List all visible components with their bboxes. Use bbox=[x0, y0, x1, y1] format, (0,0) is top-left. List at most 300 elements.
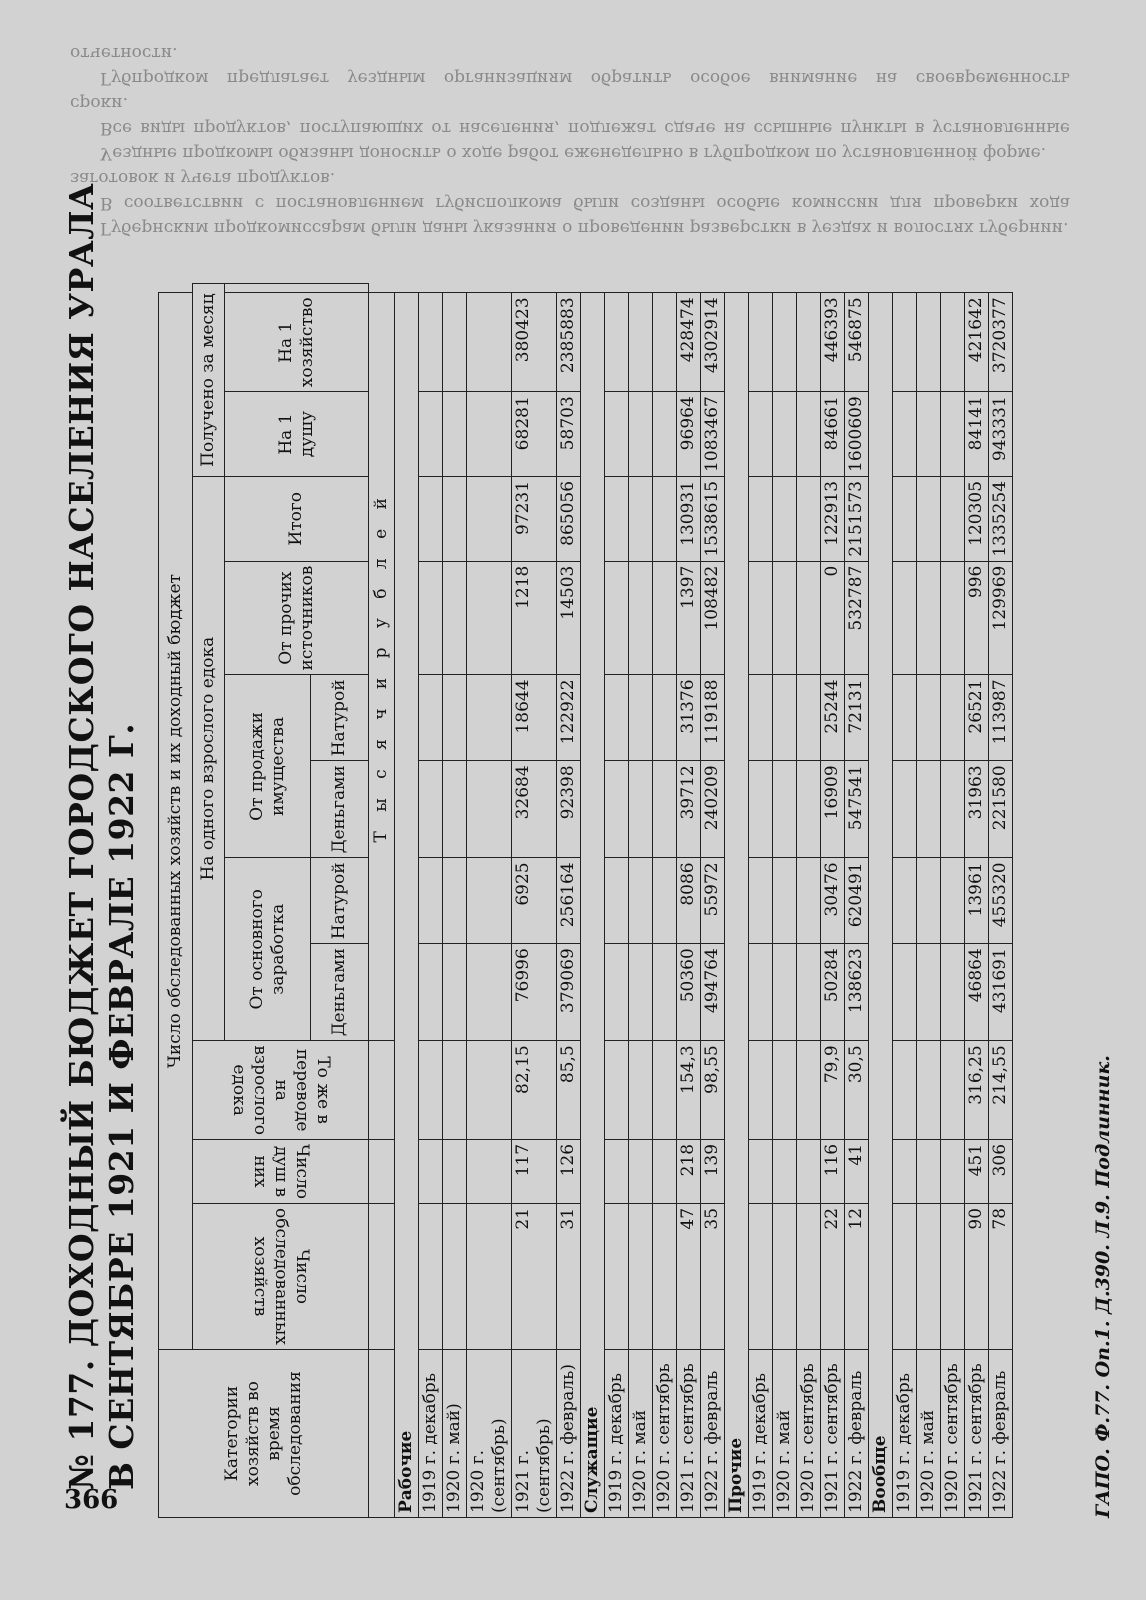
table-cell: 6925 bbox=[512, 858, 557, 944]
table-cell bbox=[653, 1041, 677, 1140]
table-cell bbox=[467, 675, 512, 761]
header-money: Деньгами bbox=[311, 761, 369, 858]
table-cell: 139 bbox=[701, 1139, 725, 1203]
table-cell bbox=[653, 858, 677, 944]
table-cell bbox=[917, 561, 941, 675]
table-row bbox=[917, 284, 941, 1518]
table-cell: 122913 bbox=[821, 476, 845, 561]
table-cell bbox=[797, 1041, 821, 1140]
table-cell bbox=[605, 1041, 629, 1140]
table-cell bbox=[605, 561, 629, 675]
table-cell bbox=[773, 561, 797, 675]
row-period: 1922 г. февраль bbox=[701, 1350, 725, 1518]
table-cell bbox=[917, 293, 941, 392]
table-cell: 117 bbox=[512, 1139, 557, 1203]
table-cell bbox=[419, 1139, 443, 1203]
table-cell: 455320 bbox=[989, 858, 1013, 944]
table-cell bbox=[893, 1041, 917, 1140]
table-cell bbox=[653, 1139, 677, 1203]
rotated-content bbox=[62, 70, 1142, 1530]
table-cell bbox=[893, 944, 917, 1041]
table-cell bbox=[419, 675, 443, 761]
header-property-sales: От продажи имущества bbox=[225, 675, 311, 858]
table-cell: 92398 bbox=[557, 761, 581, 858]
table-cell bbox=[467, 561, 512, 675]
table-row bbox=[419, 284, 443, 1518]
table-cell: 306 bbox=[989, 1139, 1013, 1203]
table-cell: 532787 bbox=[845, 561, 869, 675]
table-cell bbox=[443, 1041, 467, 1140]
table-cell bbox=[443, 392, 467, 477]
header-per-adult: То же в переводе на взрослого едока bbox=[193, 1041, 369, 1140]
table-cell bbox=[605, 476, 629, 561]
table-cell bbox=[605, 944, 629, 1041]
table-cell bbox=[797, 761, 821, 858]
row-period: 1920 г. сентябрь bbox=[797, 1350, 821, 1518]
table-group-row bbox=[395, 284, 419, 1518]
row-period: 1921 г. сентябрь bbox=[677, 1350, 701, 1518]
table-cell bbox=[773, 1041, 797, 1140]
table-cell bbox=[443, 858, 467, 944]
bleed-through-text: Губернским продкомиссарам были даны указания о проведении разверстки в уездах и волостях губернии. В соответствии с постановлением губисполкома были созданы особые комиссии для проверки хода заготовок и учета продуктов. Уездные продкомы обязаны доносить о ходе работ еженедельно в губпродком по установленной форме. Все виды продуктов, поступающих от населения, подлежат сдаче на ссыпные пункты в установленные сроки. Губпродком предлагает уездным организациям обратить особое внимание на своевременность отчетности. bbox=[70, 43, 1070, 238]
table-cell: 12 bbox=[845, 1203, 869, 1349]
row-period: 1920 г. май) bbox=[443, 1350, 467, 1518]
header-per-soul: На 1 душу bbox=[225, 392, 369, 477]
table-cell: 996 bbox=[965, 561, 989, 675]
group-name: Прочие bbox=[725, 293, 749, 1518]
table-cell bbox=[917, 858, 941, 944]
table-cell: 76996 bbox=[512, 944, 557, 1041]
table-cell bbox=[467, 1139, 512, 1203]
table-cell: 96964 bbox=[677, 392, 701, 477]
table-cell bbox=[605, 1203, 629, 1349]
table-cell bbox=[941, 561, 965, 675]
table-cell bbox=[917, 1203, 941, 1349]
table-cell: 547541 bbox=[845, 761, 869, 858]
header-group: Число обследованных хозяйств и их доходный бюджет bbox=[159, 293, 193, 1350]
table-cell bbox=[797, 561, 821, 675]
budget-table bbox=[158, 283, 1013, 1518]
header-kind: Натурой bbox=[311, 858, 369, 944]
title-line-2: В СЕНТЯБРЕ 1921 И ФЕВРАЛЕ 1922 Г. bbox=[102, 722, 141, 1490]
table-cell bbox=[941, 675, 965, 761]
table-row bbox=[989, 284, 1013, 1518]
table-cell bbox=[893, 293, 917, 392]
table-cell bbox=[653, 293, 677, 392]
row-period: 1920 г. май bbox=[773, 1350, 797, 1518]
table-row bbox=[893, 284, 917, 1518]
table-cell: 1397 bbox=[677, 561, 701, 675]
header-blank bbox=[369, 1139, 395, 1203]
table-cell bbox=[941, 1139, 965, 1203]
table-cell: 421642 bbox=[965, 293, 989, 392]
table-cell bbox=[443, 944, 467, 1041]
row-period: 1921 г. сентябрь bbox=[821, 1350, 845, 1518]
table-cell bbox=[893, 761, 917, 858]
table-cell bbox=[893, 858, 917, 944]
table-cell: 8086 bbox=[677, 858, 701, 944]
table-cell bbox=[605, 675, 629, 761]
table-cell bbox=[629, 858, 653, 944]
table-cell: 546875 bbox=[845, 293, 869, 392]
table-cell bbox=[773, 675, 797, 761]
table-cell bbox=[893, 476, 917, 561]
table-cell bbox=[749, 858, 773, 944]
table-cell bbox=[419, 392, 443, 477]
group-name: Рабочие bbox=[395, 293, 419, 1518]
table-cell bbox=[419, 944, 443, 1041]
table-cell: 32684 bbox=[512, 761, 557, 858]
table-cell: 58703 bbox=[557, 392, 581, 477]
header-category: Категории хозяйств во время обследования bbox=[159, 1350, 369, 1518]
table-cell bbox=[749, 476, 773, 561]
table-cell bbox=[797, 675, 821, 761]
table-cell: 129969 bbox=[989, 561, 1013, 675]
table-cell: 3720377 bbox=[989, 293, 1013, 392]
table-row bbox=[653, 284, 677, 1518]
table-cell: 214,55 bbox=[989, 1041, 1013, 1140]
table-cell bbox=[749, 293, 773, 392]
table-cell bbox=[467, 1203, 512, 1349]
table-cell: 46864 bbox=[965, 944, 989, 1041]
row-period: 1920 г. май bbox=[629, 1350, 653, 1518]
table-cell: 446393 bbox=[821, 293, 845, 392]
table-cell: 98,55 bbox=[701, 1041, 725, 1140]
table-cell bbox=[653, 944, 677, 1041]
table-cell bbox=[797, 1203, 821, 1349]
row-period: 1922 г. февраль bbox=[989, 1350, 1013, 1518]
table-cell bbox=[605, 293, 629, 392]
table-cell bbox=[773, 944, 797, 1041]
table-cell: 0 bbox=[821, 561, 845, 675]
table-cell bbox=[629, 761, 653, 858]
table-cell bbox=[941, 392, 965, 477]
table-cell bbox=[917, 761, 941, 858]
row-period: 1919 г. декабрь bbox=[605, 1350, 629, 1518]
table-cell bbox=[629, 293, 653, 392]
table-cell bbox=[773, 1203, 797, 1349]
table-cell bbox=[653, 1203, 677, 1349]
table-cell: 218 bbox=[677, 1139, 701, 1203]
table-cell bbox=[797, 1139, 821, 1203]
table-cell: 113987 bbox=[989, 675, 1013, 761]
table-cell bbox=[443, 1203, 467, 1349]
table-cell: 72131 bbox=[845, 675, 869, 761]
table-cell: 18644 bbox=[512, 675, 557, 761]
header-received: Получено за месяц bbox=[193, 284, 225, 477]
header-per-eater: На одного взрослого едока bbox=[193, 476, 225, 1040]
table-cell bbox=[941, 761, 965, 858]
table-cell bbox=[797, 944, 821, 1041]
page-number: 366 bbox=[64, 1485, 119, 1515]
table-cell: 30,5 bbox=[845, 1041, 869, 1140]
header-blank bbox=[369, 1203, 395, 1349]
table-cell: 84661 bbox=[821, 392, 845, 477]
table-cell bbox=[749, 392, 773, 477]
table-cell bbox=[917, 1041, 941, 1140]
table-cell: 221580 bbox=[989, 761, 1013, 858]
table-cell: 68281 bbox=[512, 392, 557, 477]
table-cell: 428474 bbox=[677, 293, 701, 392]
table-cell bbox=[419, 858, 443, 944]
table-cell bbox=[443, 1139, 467, 1203]
table-cell bbox=[749, 561, 773, 675]
header-main-earnings: От основного заработка bbox=[225, 858, 311, 1041]
table-cell: 2385883 bbox=[557, 293, 581, 392]
table-cell bbox=[629, 1203, 653, 1349]
table-cell bbox=[605, 1139, 629, 1203]
table-cell: 379069 bbox=[557, 944, 581, 1041]
table-cell: 494764 bbox=[701, 944, 725, 1041]
table-cell bbox=[773, 761, 797, 858]
table-cell: 316,25 bbox=[965, 1041, 989, 1140]
table-cell bbox=[653, 561, 677, 675]
table-cell bbox=[605, 761, 629, 858]
table-cell: 26521 bbox=[965, 675, 989, 761]
table-cell: 14503 bbox=[557, 561, 581, 675]
table-cell: 16909 bbox=[821, 761, 845, 858]
row-period: 1920 г. сентябрь bbox=[653, 1350, 677, 1518]
table-cell bbox=[893, 1139, 917, 1203]
table-cell bbox=[467, 293, 512, 392]
header-per-household: На 1 хозяйство bbox=[225, 293, 369, 392]
header-money: Деньгами bbox=[311, 944, 369, 1041]
table-cell: 620491 bbox=[845, 858, 869, 944]
table-cell: 122922 bbox=[557, 675, 581, 761]
table-cell bbox=[467, 1041, 512, 1140]
table-cell bbox=[941, 476, 965, 561]
table-cell bbox=[749, 1041, 773, 1140]
table-body bbox=[395, 284, 1013, 1518]
table-cell bbox=[419, 476, 443, 561]
group-name: Служащие bbox=[581, 293, 605, 1518]
table-group-row bbox=[869, 284, 893, 1518]
table-cell: 39712 bbox=[677, 761, 701, 858]
row-period: 1919 г. декабрь bbox=[749, 1350, 773, 1518]
table-cell: 2151573 bbox=[845, 476, 869, 561]
table-cell: 41 bbox=[845, 1139, 869, 1203]
row-period: 1920 г. май bbox=[917, 1350, 941, 1518]
table-cell bbox=[797, 392, 821, 477]
table-group-row bbox=[725, 284, 749, 1518]
table-cell bbox=[749, 675, 773, 761]
table-cell: 451 bbox=[965, 1139, 989, 1203]
table-cell: 126 bbox=[557, 1139, 581, 1203]
table-row bbox=[512, 284, 557, 1518]
table-cell: 50360 bbox=[677, 944, 701, 1041]
header-blank bbox=[369, 1350, 395, 1518]
table-cell bbox=[941, 858, 965, 944]
table-cell: 25244 bbox=[821, 675, 845, 761]
table-cell bbox=[917, 944, 941, 1041]
table-cell bbox=[941, 293, 965, 392]
table-cell bbox=[443, 293, 467, 392]
table-cell: 31 bbox=[557, 1203, 581, 1349]
table-row bbox=[845, 284, 869, 1518]
table-cell bbox=[467, 392, 512, 477]
table-row bbox=[467, 284, 512, 1518]
table-cell bbox=[443, 675, 467, 761]
table-cell bbox=[419, 293, 443, 392]
table-cell bbox=[629, 675, 653, 761]
table-cell: 119188 bbox=[701, 675, 725, 761]
table-cell bbox=[917, 392, 941, 477]
table-row bbox=[629, 284, 653, 1518]
table-cell bbox=[941, 1041, 965, 1140]
table-cell: 78 bbox=[989, 1203, 1013, 1349]
table-cell bbox=[653, 761, 677, 858]
table-row bbox=[443, 284, 467, 1518]
table-cell bbox=[941, 1203, 965, 1349]
table-cell bbox=[797, 476, 821, 561]
table-cell: 865056 bbox=[557, 476, 581, 561]
table-cell bbox=[467, 476, 512, 561]
table-cell bbox=[419, 1041, 443, 1140]
table-row bbox=[797, 284, 821, 1518]
table-cell: 138623 bbox=[845, 944, 869, 1041]
header-souls: Число душ в них bbox=[193, 1139, 369, 1203]
table-cell: 55972 bbox=[701, 858, 725, 944]
table-cell bbox=[629, 944, 653, 1041]
table-cell bbox=[773, 392, 797, 477]
table-cell bbox=[629, 1139, 653, 1203]
row-period: 1919 г. декабрь bbox=[893, 1350, 917, 1518]
table-cell: 31963 bbox=[965, 761, 989, 858]
table-cell bbox=[773, 1139, 797, 1203]
table-cell bbox=[629, 561, 653, 675]
table-cell bbox=[629, 392, 653, 477]
table-cell: 130931 bbox=[677, 476, 701, 561]
table-row bbox=[965, 284, 989, 1518]
header-per-household-extra bbox=[225, 284, 369, 293]
table-cell bbox=[653, 675, 677, 761]
table-cell bbox=[629, 476, 653, 561]
header-households: Число обследованных хозяйств bbox=[193, 1203, 369, 1349]
table-cell bbox=[749, 761, 773, 858]
table-cell bbox=[941, 944, 965, 1041]
row-period: 1921 г. сентябрь bbox=[965, 1350, 989, 1518]
table-group-row bbox=[581, 284, 605, 1518]
table-cell bbox=[605, 858, 629, 944]
table-cell: 97231 bbox=[512, 476, 557, 561]
table-cell: 1335254 bbox=[989, 476, 1013, 561]
header-units: Т ы с я ч и р у б л е й bbox=[369, 293, 395, 1041]
table-cell bbox=[629, 1041, 653, 1140]
table-cell: 13961 bbox=[965, 858, 989, 944]
header-total: Итого bbox=[225, 476, 369, 561]
table-cell bbox=[443, 476, 467, 561]
table-cell: 4302914 bbox=[701, 293, 725, 392]
table-cell bbox=[467, 944, 512, 1041]
table-cell: 943331 bbox=[989, 392, 1013, 477]
table-cell: 22 bbox=[821, 1203, 845, 1349]
table-cell bbox=[419, 761, 443, 858]
row-period: 1920 г. сентябрь bbox=[941, 1350, 965, 1518]
table-cell bbox=[917, 1139, 941, 1203]
table-cell: 108482 bbox=[701, 561, 725, 675]
table-cell: 380423 bbox=[512, 293, 557, 392]
table-cell bbox=[797, 858, 821, 944]
table-cell bbox=[467, 761, 512, 858]
table-row bbox=[821, 284, 845, 1518]
table-cell bbox=[653, 392, 677, 477]
table-cell bbox=[605, 392, 629, 477]
table-cell bbox=[773, 858, 797, 944]
table-cell: 1600609 bbox=[845, 392, 869, 477]
row-period: 1920 г. (сентябрь) bbox=[467, 1350, 512, 1518]
table-row bbox=[557, 284, 581, 1518]
table-cell: 154,3 bbox=[677, 1041, 701, 1140]
group-name: Вообще bbox=[869, 293, 893, 1518]
table-cell: 256164 bbox=[557, 858, 581, 944]
table-cell bbox=[443, 761, 467, 858]
table-cell: 50284 bbox=[821, 944, 845, 1041]
row-period: 1922 г. февраль) bbox=[557, 1350, 581, 1518]
table-cell: 1083467 bbox=[701, 392, 725, 477]
row-period: 1922 г. февраль bbox=[845, 1350, 869, 1518]
table-cell bbox=[443, 561, 467, 675]
title-line-1: № 177. ДОХОДНЫЙ БЮДЖЕТ ГОРОДСКОГО НАСЕЛЕНИЯ УРАЛА bbox=[62, 182, 101, 1490]
table-cell bbox=[749, 1203, 773, 1349]
table-cell bbox=[749, 1139, 773, 1203]
table-cell: 1538615 bbox=[701, 476, 725, 561]
table-cell: 1218 bbox=[512, 561, 557, 675]
table-cell: 21 bbox=[512, 1203, 557, 1349]
table-cell: 120305 bbox=[965, 476, 989, 561]
table-cell bbox=[893, 561, 917, 675]
archive-source: ГАПО. Ф.77. Оп.1. Д.390. Л.9. Подлинник. bbox=[1092, 1055, 1114, 1518]
table-cell: 79,9 bbox=[821, 1041, 845, 1140]
table-cell: 35 bbox=[701, 1203, 725, 1349]
table-cell bbox=[419, 1203, 443, 1349]
table-row bbox=[701, 284, 725, 1518]
table-cell bbox=[893, 1203, 917, 1349]
table-cell bbox=[749, 944, 773, 1041]
table-cell: 30476 bbox=[821, 858, 845, 944]
table-cell: 431691 bbox=[989, 944, 1013, 1041]
table-cell bbox=[893, 675, 917, 761]
table-cell: 116 bbox=[821, 1139, 845, 1203]
table-cell: 82,15 bbox=[512, 1041, 557, 1140]
table-cell: 90 bbox=[965, 1203, 989, 1349]
table-cell: 85,5 bbox=[557, 1041, 581, 1140]
header-kind: Натурой bbox=[311, 675, 369, 761]
table-row bbox=[941, 284, 965, 1518]
table-cell bbox=[917, 675, 941, 761]
table-cell bbox=[653, 476, 677, 561]
row-period: 1919 г. декабрь bbox=[419, 1350, 443, 1518]
table-row bbox=[773, 284, 797, 1518]
table-cell: 84141 bbox=[965, 392, 989, 477]
table-row bbox=[749, 284, 773, 1518]
table-cell: 47 bbox=[677, 1203, 701, 1349]
table-cell bbox=[797, 293, 821, 392]
table-cell bbox=[917, 476, 941, 561]
table-cell: 31376 bbox=[677, 675, 701, 761]
table-row bbox=[677, 284, 701, 1518]
table-cell bbox=[773, 293, 797, 392]
table-cell: 240209 bbox=[701, 761, 725, 858]
table-cell bbox=[419, 561, 443, 675]
table-cell bbox=[467, 858, 512, 944]
document-title bbox=[62, 70, 142, 1530]
row-period: 1921 г. (сентябрь) bbox=[512, 1350, 557, 1518]
table-cell bbox=[893, 392, 917, 477]
table-row bbox=[605, 284, 629, 1518]
header-blank bbox=[369, 1041, 395, 1140]
header-other-sources: От прочих источников bbox=[225, 561, 369, 675]
table-cell bbox=[773, 476, 797, 561]
